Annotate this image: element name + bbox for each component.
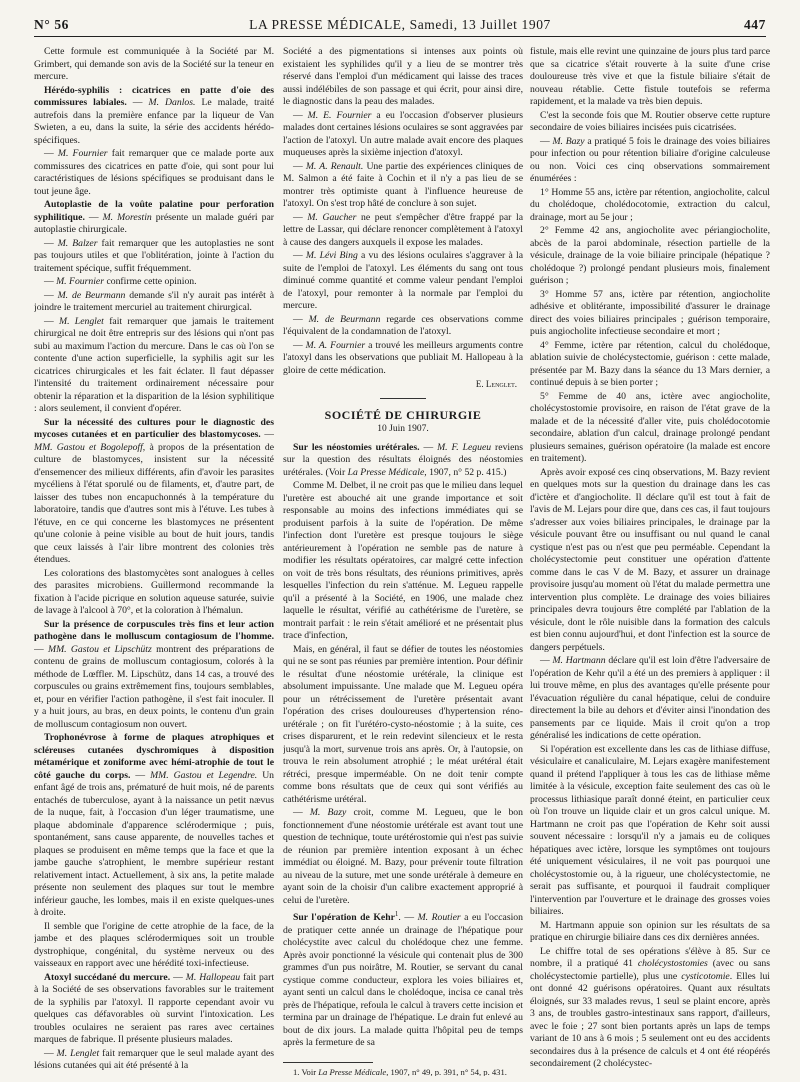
footnote-rule <box>283 1062 373 1063</box>
section-heading: SOCIÉTÉ DE CHIRURGIE <box>324 407 482 422</box>
paragraph: Sur la nécessité des cultures pour le diagnostic des mycoses cutanées et en particulier des blastomycoses. — MM. Gastou et Bogolepoff, à propos de la présentation de culture de blastomyces, insistent sur la nécessité d'ensemencer des milieux différents, afin d'avoir les parasites mycéliens à l'état sporulé ou de filaments, et, d'autre part, de laisser des tubes non encapuchonnés à la température du laboratoire, tandis que d'autres sont mis à l'étuve. Les tubes à l'étuve, en ce qui concerne les blastomyces ne présentent qu'une colonie à peine visible au bout de huit jours, tandis que ceux laissés à l'air libre montrent des colonies très étendues. <box>34 416 274 565</box>
paragraph: Les colorations des blastomycètes sont analogues à celles des parasites microbiens. Guillermond recommande la fixation à l'acide picrique en solution aqueuse saturée, suivie de lavage à l'alcool à 70°, et la coloration à l'hémalun. <box>34 567 274 616</box>
paragraph: — M. Balzer fait remarquer que les autoplasties ne sont pas toujours utiles et que l'oblitération, jointe à l'action du traitement spécique, suffit fréquemment. <box>34 237 274 274</box>
paragraph: — M. Fournier fait remarquer que ce malade porte aux commissures des cicatrices en patte d'oie, qui sont pour lui caractéristiques de lésions spécifiques se produisant dans le tout jeune âge. <box>34 148 274 197</box>
paragraph: Il semble que l'origine de cette atrophie de la face, de la jambe et des plaques sclérodermiques soit un trouble dystrophique, congénital, du système nerveux ou des vaisseaux en rapport avec une hérédité toxi-infectieuse. <box>34 920 274 969</box>
signature: E. Lenglet. <box>475 379 517 389</box>
paragraph: — M. de Beurmann demande s'il n'y aurait pas intérêt à joindre le traitement mercuriel au traitement chirurgical. <box>34 289 274 313</box>
paragraph: — M. de Beurmann regarde ces observations comme l'équivalent de la condamnation de l'atoxyl. <box>283 313 523 337</box>
paragraph: Mais, en général, il faut se défier de toutes les néostomies qui ne se sont pas réunies par première intention. Pour définir le résultat d'une néostomie urétérale, la clinique est absolument impuissante. Une malade que M. Legueu opéra pour un rétrécissement de l'uretère présentait avant l'opération des crises douloureuses d'hypertension réno-urétérale ; on fit l'urétéro-cysto-néostomie ; à la suite, ces crises disparurent, et le rein redevint silencieux et le resta jusqu'à la mort, survenue trois ans après. Or, à l'autopsie, on trouva le rein absolument atrophié ; le méat urétéral était rétréci, presque imperméable. On ne doit tenir compte comme bons résultats que de ceux qui sont vérifiés au cathétérisme urétéral. <box>283 643 523 805</box>
paragraph: Sur les néostomies urétérales. — M. F. Legueu reviens sur la question des résultats éloignés des néostomies urétérales. (Voir La Presse Médicale, 1907, n° 52 p. 415.) <box>283 441 523 478</box>
paragraph: Le chiffre total de ses opérations s'élève à 85. Sur ce nombre, il a pratiqué 41 cholécystostomies (avec ou sans cholécystectomie partielle), plus une cysticotomie. Elles lui ont donné 42 guérisons opératoires. Quant aux résultats éloignés, sur 33 malades revus, 1 seul se plaint encore, après 3 ans, de troubles gastro-intestinaux sans rapport, d'ailleurs, avec le foie ; 27 sont bien portants après un laps de temps variant de 10 ans à 6 mois ; 5 seulement ont eu des accidents secondaires dus à la présence de calculs et 4 ont été réopérés secondairement (2 cholécystec- <box>530 945 770 1069</box>
page-number: 447 <box>743 17 766 32</box>
paragraph: — M. A. Fournier a trouvé les meilleurs arguments contre l'atoxyl dans les observations que publiait M. Hallopeau à la gloire de cette médication. <box>283 339 523 376</box>
section-date: 10 Juin 1907. <box>377 424 429 434</box>
list-item: 5° Femme de 40 ans, ictère avec angiocholite, cholécystostomie provisoire, en raison de l'état grave de la malade et de la nécessité d'aller vite, puis cholédocotomie secondaire, ablation d'un calcul, drainage prolongé pendant plusieurs semaines, guérison opératoire (la malade est encore en traitement). <box>530 390 770 464</box>
paragraph: — M. Gaucher ne peut s'empêcher d'être frappé par la lettre de Lassar, qui déclare renoncer complètement à l'atoxyl à cause des dangers auxquels il expose les malades. <box>283 211 523 248</box>
paragraph: — M. Bazy a pratiqué 5 fois le drainage des voies biliaires pour infection ou pour rétention biliaire d'origine calculeuse ou non. Voici ces cinq observations sommairement énumérées : <box>530 135 770 184</box>
page-header <box>34 14 766 37</box>
paragraph: — M. E. Fournier a eu l'occasion d'observer plusieurs malades dont certaines lésions oculaires se sont aggravées par l'action de l'atoxyl. Un autre malade avait encore des plaques muqueuses après la sixième injection d'atoxyl. <box>283 109 523 158</box>
paragraph: — M. Lenglet fait remarquer que jamais le traitement chirurgical ne doit être entrepris sur des lésions qui n'ont pas subi au maximum l'action du mercure. Dans le cas où l'on se contente d'une action superficielle, la syphilis agit sur les cicatrices chirurgicales et les fait éclater. Il faut dépasser l'intensité du traitement ordinairement nécessaire pour obtenir la réparation et la disparition de la lésion syphilitique : alors seulement, il convient d'opérer. <box>34 315 274 414</box>
paragraph: Trophonévrose à forme de plaques atrophiques et scléreuses cutanées dyschromiques à disposition métamérique et zoniforme avec hémi-atrophie de tout le côté gauche du corps. — MM. Gastou et Legendre. Un enfant âgé de trois ans, prématuré de huit mois, né de parents entachés de tuberculose, ayant à la naissance un petit nævus de la nuque, fait, à l'occasion d'un léger traumatisme, une plaque abdominale d'apparence sclérodermique ; puis, spontanément, sans cause apparente, de nouvelles taches et plaques se produisent en même temps que la face et que la jambe gauche s'atrophient, le membre supérieur restant relativement intact. Actuellement, à six ans, la petite malade présente non seulement des plaques sur tout le membre inférieur gauche, les lombes, mais il en existe quelques-unes à droite. <box>34 732 274 918</box>
paragraph: Comme M. Delbet, il ne croit pas que le milieu dans lequel l'uretère est abouché ait une grande importance et soit responsable au moins des infections immédiates qui se produisent parfois à la suite de l'opération. De même l'infection dont l'uretère est presque toujours le siège antérieurement à l'opération ne semble pas de nature à modifier les résultats opératoires, car malgré cette infection on voit de très bons résultats, des réunions primitives, après lesquelles l'infection du rein s'atténue. M. Legueu rappelle qu'il a présenté à la Société, en 1906, une malade chez laquelle le résultat, vérifié au cathétérisme de l'uretère, se montrait parfait : le rein s'était amélioré et ne présentait plus trace d'infection, <box>283 480 523 641</box>
paragraph: Si l'opération est excellente dans les cas de lithiase diffuse, vésiculaire et canaliculaire, M. Lejars exagère manifestement quand il prétend l'appliquer à tous les cas de lithiase même limitée à la vésicule, exception faite seulement des cas où le processus lithiasique paraît donné éteint, en particulier ceux où l'on trouve un liquide clair et un gros calcul unique. M. Hartmann ne croit pas que l'opération de Kehr soit aussi souvent nécessaire : lorsqu'il n'y a jamais eu de coliques hépatiques avec ictère, lorsque les symptômes ont toujours été uniquement vésiculaires, il ne voit pas pourquoi une cholécystostomie ou, à la rigueur, une cholécystectomie, ne serait pas suffisante, et pourquoi il faudrait compliquer l'intervention par l'ouverture et le drainage des grosses voies biliaires. <box>530 743 770 917</box>
list-item: 1° Homme 55 ans, ictère par rétention, angiocholite, calcul du cholédoque, cholédocotomie, extraction du calcul, drainage, mort au 5e jour ; <box>530 186 770 223</box>
journal-title: LA PRESSE MÉDICALE, Samedi, 13 Juillet 1907 <box>249 17 551 32</box>
column-1 <box>34 46 274 1076</box>
paragraph: M. Hartmann appuie son opinion sur les résultats de sa pratique en chirurgie biliaire dans ces dix dernières années. <box>530 919 770 943</box>
paragraph: Après avoir exposé ces cinq observations, M. Bazy revient en quelques mots sur la question du drainage dans les cas d'ictère et d'angiocholite. Il déclare qu'il est tout à fait de l'avis de M. Lejars pour dire que, dans ces cas, il faut toujours s'adresser aux voies biliaires principales, le drainage par la vésicule pouvant être ou insuffisant ou nul quand le canal cystique n'est pas ou n'est que peu perméable. Cependant la cholécystectomie peut constituer une opération d'attente comme dans le cas V de M. Bazy, et assurer un drainage provisoire jusqu'au moment où l'état du malade permettra une intervention plus complète. Le drainage des voies biliaires principales devra toujours être complété par l'ablation de la vésicule, dont le rôle nuisible dans la formation des calculs est bien connu aujourd'hui, et dont l'infection est la source de dangers perpétuels. <box>530 466 770 653</box>
paragraph: — M. Lévi Bing a vu des lésions oculaires s'aggraver à la suite de l'emploi de l'atoxyl. Les éléments du sang ont tous diminué comme quantité et comme valeur pendant l'emploi de l'atoxyl, pour remonter à la normale par l'emploi du mercure. <box>283 250 523 311</box>
divider <box>380 398 426 399</box>
footnote: 1. Voir La Presse Médicale, 1907, n° 49, p. 391, n° 54, p. 431. <box>293 1066 507 1076</box>
paragraph: Hérédo-syphilis : cicatrices en patte d'oie des commissures labiales. — M. Danlos. Le malade, traité autrefois dans la première enfance par la liqueur de Van Swieten, a eu, dans la suite, la série des accidents hérédo-spécifiques. <box>34 84 274 146</box>
paragraph: C'est la seconde fois que M. Routier observe cette rupture secondaire de voies biliaires incisées puis cicatrisées. <box>530 109 770 133</box>
paragraph: — M. Lenglet fait remarquer que le seul malade ayant des lésions cutanées qui ait été présenté à la <box>34 1047 274 1071</box>
paragraph: — M. Fournier confirme cette opinion. <box>44 276 197 287</box>
list-item: 4° Femme, ictère par rétention, calcul du cholédoque, ablation suivie de cholécystectomie, guérison : cette malade, présentée par M. Bazy dans la séance du 13 Mars dernier, a continué depuis à se bien porter ; <box>530 339 770 388</box>
column-3 <box>530 46 770 1076</box>
paragraph: Autoplastie de la voûte palatine pour perforation syphilitique. — M. Morestin présente un malade guéri par autoplastie chirurgicale. <box>34 199 274 235</box>
paragraph: Atoxyl succédané du mercure. — M. Hallopeau fait part à la Société de ses observations favorables sur le traitement de la syphilis par l'atoxyl. Il rapporte cependant avoir vu quelques cas défavorables où survint l'intoxication. Les troubles oculaires ne seraient pas rares avec certaines marques de fabrique. Il présente plusieurs malades. <box>34 971 274 1045</box>
paragraph: Sur la présence de corpuscules très fins et leur action pathogène dans le molluscum contagiosum de l'homme. — MM. Gastou et Lipschütz montrent des préparations de contenu de grains de molluscum contagiosum, colorés à la méthode de Lœffler. M. Lipschütz, dans 14 cas, a trouvé des corpuscules ou grains extrêmement fins, toujours semblables, et, pour en vérifier l'action pathogène, il s'est fait inoculer. Il y a huit jours, au bras, en deux points, le contenu d'un grain de molluscum contagiosum non ouvert. <box>34 618 274 730</box>
list-item: 3° Homme 57 ans, ictère par rétention, angiocholite adhésive et oblitérante, impossibilité d'assurer le drainage direct des voies biliaires principales ; guérison temporaire, puis angiocholite infectieuse secondaire et mort ; <box>530 288 770 337</box>
paragraph: Sur l'opération de Kehr$^1$. — M. Routier a eu l'occasion de pratiquer cette année un drainage de l'hépatique pour cholécystite avec calcul du cholédoque chez une femme. Après avoir ponctionné la vésicule qui contenait plus de 300 grammes d'un pus noirâtre, M. Routier, se servant du canal cystique comme conducteur, explora les voies biliaires et, ayant senti un calcul dans le cholédoque, incisa ce canal très près de l'hépatique, refoula le calcul à travers cette incision et termina par un drainage de l'hépatique. Le drain fut enlevé au bout de dix jours. La malade quitta l'hôpital peu de temps après la fermeture de sa <box>283 910 523 1049</box>
paragraph: — M. Bazy croit, comme M. Legueu, que le bon fonctionnement d'une néostomie urétérale est avant tout une question de technique, toute urétérostomie qui n'est pas suivie de réunion par première intention exposant à un échec immédiat ou éloigné. M. Bazy, pour prévenir toute filtration au niveau de la suture, met une sonde urétérale à demeure en ayant soin de la choisir d'un calibre exactement approprié à celui de l'uretère. <box>283 807 523 906</box>
paragraph: — M. A. Renault. Une partie des expériences cliniques de M. Salmon a été faite à Cochin et il n'y a pas lieu de se montrer très optimiste quant à l'influence heureuse de l'atoxyl. On s'est trop hâté de conclure à son sujet. <box>283 160 523 209</box>
paragraph: — M. Hartmann déclare qu'il est loin d'être l'adversaire de l'opération de Kehr qu'il a été un des premiers à appliquer : il lui trouve même, en plus des avantages qu'elle présente pour l'évacuation régulière du canal hépatique, celui de conduire directement la bile au dehors et d'éviter ainsi l'inondation des pansements par ce liquide. Mais il croit qu'on a trop généralisé les indications de cette opération. <box>530 655 770 741</box>
list-item: 2° Femme 42 ans, angiocholite avec périangiocholite, abcès de la paroi abdominale, résection partielle de la vésicule, drainage de la voie biliaire principale (hépatique ? cholédoque ?) prolongé pendant plusieurs mois, finalement guérison ; <box>530 225 770 286</box>
column-2 <box>283 46 523 1076</box>
paragraph: fistule, mais elle revint une quinzaine de jours plus tard parce que sa cicatrice s'était rouverte à la suite d'une crise douloureuse très vive et que la fistule biliaire s'était de nouveau rétablie. Cette fistule toutefois se referma rapidement, et la malade va très bien depuis. <box>530 46 770 107</box>
issue-number: N° 56 <box>34 17 70 32</box>
paragraph: Société a des pigmentations si intenses aux points où existaient les syphilides qu'il y a lieu de se montrer très réservé dans l'emploi d'un médicament qui laisse des traces aussi indélébiles de son passage et qui écrit, pour ainsi dire, le diagnostic dans la peau des malades. <box>283 46 523 107</box>
paragraph: Cette formule est communiquée à la Société par M. Grimbert, qui demande son avis de la Société sur la teneur en mercure. <box>34 46 274 82</box>
